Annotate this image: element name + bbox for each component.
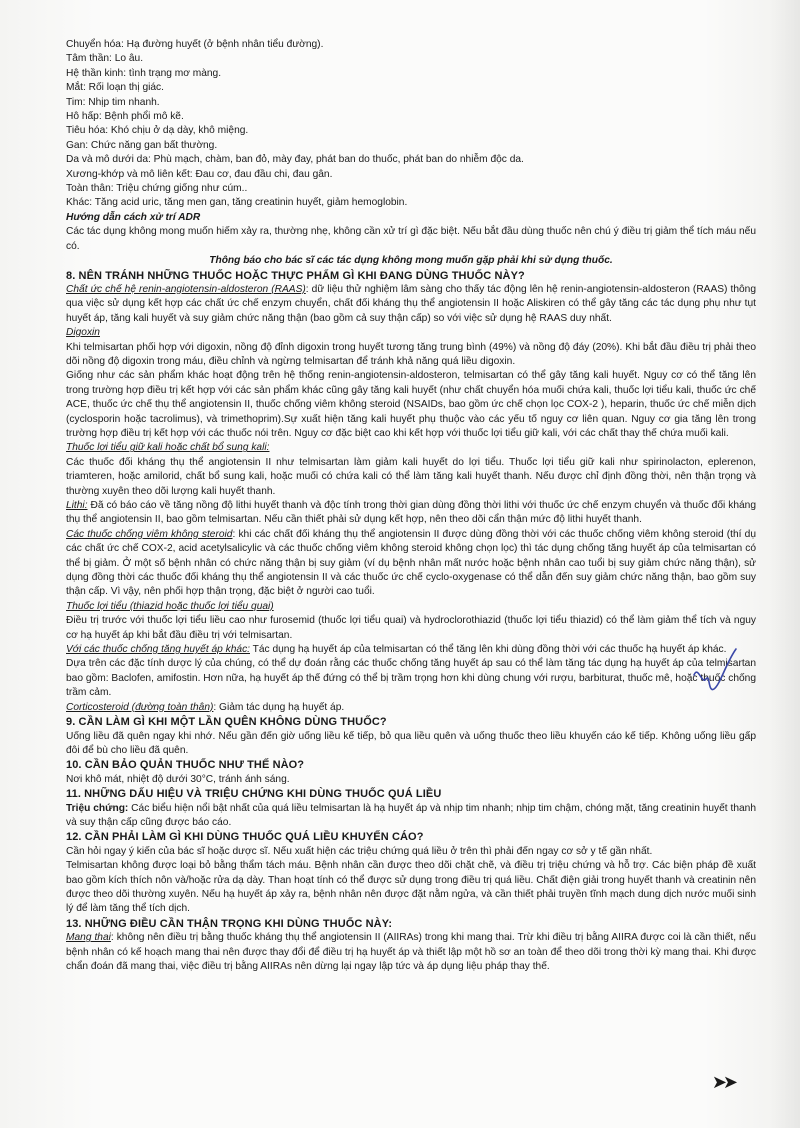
digoxin-text: Khi telmisartan phối hợp với digoxin, nồng độ đỉnh digoxin trong huyết tương tăng trung bình (49%) và nồng độ đáy (20%). Khi bắt đầu điều trị phải theo dõi nồng độ digoxin trong máu, điều chỉnh và ngừng telmisartan để tránh khả năng quá liều digoxin. [66,341,756,367]
lithi-paragraph [66,499,756,528]
cortico-text: : Giảm tác dụng hạ huyết áp. [213,701,345,713]
effect-line: Tiêu hóa: Khó chịu ở dạ dày, khô miệng. [66,125,249,137]
cortico-label: Corticosteroid (đường toàn thân) [66,701,214,713]
nsaid-paragraph [66,528,756,600]
nsaid-label: Các thuốc chống viêm không steroid [66,528,233,540]
kali-label: Thuốc lợi tiểu giữ kali hoặc chất bổ sung kali: [66,442,270,454]
effect-line: Hệ thần kinh: tình trạng mơ màng. [66,67,222,79]
lithi-label: Lithi: [66,500,88,511]
section-13-heading: 13. NHỮNG ĐIỀU CẦN THẬN TRỌNG KHI DÙNG THUỐC NÀY: [66,917,393,930]
effect-line: Tim: Nhịp tim nhanh. [66,96,160,108]
hyperkalemia-text: Giống như các sản phẩm khác hoạt động trên hệ thống renin-angiotensin-aldosteron, telmisartan có thể gây tăng kali huyết. Nguy cơ có thể tăng lên trong trường hợp điều trị kết hợp với các sản phẩm khác cũng gây tăng kali huyết (như chất chuyển hóa muối chứa kali, thuốc lợi tiểu kali, thuốc ức chế ACE, thuốc ức chế thụ thể angiotensin II, thuốc chống viêm không steroid (NSAIDs, bao gồm ức chế chọn lọc COX-2 ), heparin, thuốc ức chế miễn dịch (cyclosporin hoặc tacrolimus), và trimethoprim).Sự xuất hiện tăng kali huyết phụ thuộc vào các yếu tố nguy cơ liên quan. Nguy cơ gia tăng lên trong trường hợp điều trị kết hợp với các thuốc nói trên. Nguy cơ đặc biệt cao khi kết hợp với thuốc lợi tiểu giữ kali, với các chất thay thế chứa muối kali. [66,370,756,439]
pregnancy-label: Mang thai [66,932,111,944]
handwritten-check-mark [690,645,740,705]
nsaid-text: : khi các chất đối kháng thụ thể angiotensin II được dùng đồng thời với các thuốc chống viêm không steroid (thí dụ các chất ức chế COX-2, acid acetylsalicylic và các thuốc chống viêm không steroid không chọn lọc) thì tác dụng chống tăng huyết áp của telmisartan có thể bị giảm. Ở một số bệnh nhân có chức năng thận bị suy giảm (ví dụ bệnh nhân mất nước hoặc bệnh nhân cao tuổi bị suy giảm chức năng thận), sử dụng đồng thời các thuốc đối kháng thụ thể angiotensin II và các thuốc ức chế cyclo-oxygenase có thể dẫn đến suy giảm chức năng thận, bao gồm suy thận cấp. Vì vậy, nên phối hợp thận trọng, đặc biệt ở người cao tuổi. [66,528,756,598]
section-10-text: Nơi khô mát, nhiệt độ dưới 30°C, tránh ánh sáng. [66,773,290,785]
adr-text: Các tác dụng không mong muốn hiếm xảy ra, thường nhẹ, không cần xử trí gì đặc biệt. Nếu bắt đầu dùng thuốc nên chú ý điều trị giảm thể tích máu nếu có. [66,226,756,252]
effect-line: Mắt: Rối loạn thị giác. [66,82,164,94]
effect-line: Chuyển hóa: Hạ đường huyết (ở bệnh nhân tiểu đường). [66,39,324,50]
symptom-label: Triệu chứng: [66,802,129,814]
cortico-paragraph [66,701,756,715]
effect-line: Da và mô dưới da: Phù mạch, chàm, ban đỏ, mày đay, phát ban do thuốc, phát ban do nhiễm độc da. [66,154,524,166]
page-edge-shadow [770,0,800,1128]
section-11-paragraph [66,802,756,831]
raas-label: Chất ức chế hệ renin-angiotensin-aldosteron (RAAS) [66,283,306,295]
section-11-text: Các biểu hiện nổi bật nhất của quá liều telmisartan là hạ huyết áp và nhịp tim nhanh; nhịp tim chậm, chóng mặt, tăng creatinin huyết thanh và suy thận cấp cũng được báo cáo. [66,802,756,828]
section-12-heading: 12. CẦN PHẢI LÀM GÌ KHI DÙNG THUỐC QUÁ LIỀU KHUYẾN CÁO? [66,831,424,844]
effect-line: Tâm thần: Lo âu. [66,53,144,65]
section-12-text-1: Cần hỏi ngay ý kiến của bác sĩ hoặc dược sĩ. Nếu xuất hiện các triệu chứng quá liều ở trên thì phải đến ngay cơ sở y tế gần nhất. [66,845,653,857]
lithi-text: Đã có báo cáo về tăng nồng độ lithi huyết thanh và độc tính trong thời gian dùng đồng thời lithi với thuốc ức chế enzym chuyển và thuốc đối kháng thụ thể angiotensin II, bao gồm telmisartan. Nếu cần thiết phải sử dụng kết hợp, nên theo dõi cẩn thận mức độ lithi huyết thanh. [66,500,756,526]
effect-line: Toàn thân: Triệu chứng giống như cúm.. [66,183,248,195]
diuretic-text: Điều trị trước với thuốc lợi tiểu liều cao như furosemid (thuốc lợi tiểu quai) và hydroclorothiazid (thuốc lợi tiểu thiazid) có thể làm giảm thể tích và nguy cơ hạ huyết áp khi bắt đầu điều trị với telmisartan. [66,615,756,641]
effect-line: Gan: Chức năng gan bất thường. [66,139,218,151]
notice-text: Thông báo cho bác sĩ các tác dụng không mong muốn gặp phải khi sử dụng thuốc. [209,255,613,267]
antihypertensive-text: Tác dụng hạ huyết áp của telmisartan có thể tăng lên khi dùng đồng thời với các thuốc hạ huyết áp khác. [250,644,727,656]
next-page-arrow-icon: ➤➤ [711,1072,734,1092]
effect-line: Hô hấp: Bệnh phổi mô kẽ. [66,111,184,123]
section-13-paragraph [66,931,756,974]
effect-line: Khác: Tăng acid uric, tăng men gan, tăng creatinin huyết, giảm hemoglobin. [66,197,408,209]
raas-text: : dữ liệu thử nghiệm lâm sàng cho thấy tác động lên hệ renin-angiotensin-aldosteron (RAAS) thông qua việc sử dụng kết hợp các chất ức chế enzym chuyển, chất đối kháng thụ thể angiotensin II hoặc Aliskiren có thể gây tăng các tác dụng phụ như tụt huyết áp, tăng kali huyết và suy giảm chức năng thận (bao gồm cả suy thận cấp) so với việc sử dụng hệ RAAS duy nhất. [66,283,757,324]
effect-line: Xương-khớp và mô liên kết: Đau cơ, đau đầu chi, đau gân. [66,168,333,180]
adr-heading: Hướng dẫn cách xử trí ADR [66,211,201,223]
section-11-heading: 11. NHỮNG DẤU HIỆU VÀ TRIỆU CHỨNG KHI DÙNG THUỐC QUÁ LIỀU [66,788,442,801]
section-13-text: : không nên điều trị bằng thuốc kháng thụ thể angiotensin II (AIIRAs) trong khi mang thai. Trừ khi điều trị bằng AIIRA được coi là cần thiết, nếu bệnh nhân có kế hoạch mang thai nên được thay đổi để điều trị hạ huyết áp và thiết lập một hồ sơ an toàn để theo dõi trong thời kỳ mang thai. Khi được chẩn đoán đã mang thai, việc điều trị bằng AIIRAs nên dừng lại ngay lập tức và áp dụng liệu pháp thay thế. [66,932,756,972]
antihypertensive-label: Với các thuốc chống tăng huyết áp khác: [66,644,250,656]
diuretic-label: Thuốc lợi tiểu (thiazid hoặc thuốc lợi tiểu quai) [66,600,274,612]
section-10-heading: 10. CẦN BẢO QUẢN THUỐC NHƯ THẾ NÀO? [66,759,305,772]
section-8-heading: 8. NÊN TRÁNH NHỮNG THUỐC HOẶC THỰC PHẨM GÌ KHI ĐANG DÙNG THUỐC NÀY? [66,269,525,282]
section-9-heading: 9. CẦN LÀM GÌ KHI MỘT LẦN QUÊN KHÔNG DÙNG THUỐC? [66,716,387,729]
raas-paragraph [66,283,756,326]
section-9-text: Uống liều đã quên ngay khi nhớ. Nếu gần đến giờ uống liều kế tiếp, bỏ qua liều quên và uống thuốc theo liều khuyến cáo kế tiếp. Không uống liều gấp đôi để bù cho liều đã quên. [66,730,756,756]
baclofen-text: Dựa trên các đặc tính dược lý của chúng, có thể dự đoán rằng các thuốc chống tăng huyết áp sau có thể làm tăng tác dụng hạ huyết áp của telmisartan bao gồm: Baclofen, amifostin. Hơn nữa, hạ huyết áp thế đứng có thể bị trầm trọng hơn khi dùng chung với rượu, barbiturat, thuốc mê, hoặc thuốc chống trầm cảm. [66,658,756,699]
document-body [66,38,756,974]
digoxin-label: Digoxin [66,327,100,339]
section-12-text-2: Telmisartan không được loại bỏ bằng thẩm tách máu. Bệnh nhân cần được theo dõi chặt chẽ, và điều trị triệu chứng và hỗ trợ. Các biện pháp đề xuất bao gồm kích thích nôn và/hoặc rửa dạ dày. Than hoạt tính có thể được sử dụng trong điều trị quá liều. Chất điện giải trong huyết thanh và creatinin nên được theo dõi thường xuyên. Nếu hạ huyết áp xảy ra, bệnh nhân nên được đặt nằm ngửa, và cần thiết phải truyền tĩnh mạch dung dịch nước muối sinh lý để làm tăng thể tích dịch. [66,860,756,915]
antihypertensive-paragraph [66,643,756,657]
kali-text: Các thuốc đối kháng thụ thể angiotensin II như telmisartan làm giảm kali huyết do lợi tiểu. Thuốc lợi tiểu giữ kali như spirinolacton, eplerenon, triamteren, hoặc amilorid, chất bổ sung kali, hoặc muối có chứa kali có thể làm tăng kali huyết thanh. Nếu được chỉ định đồng thời, nên thận trọng và thường xuyên theo dõi lượng kali huyết thanh. [66,456,756,497]
